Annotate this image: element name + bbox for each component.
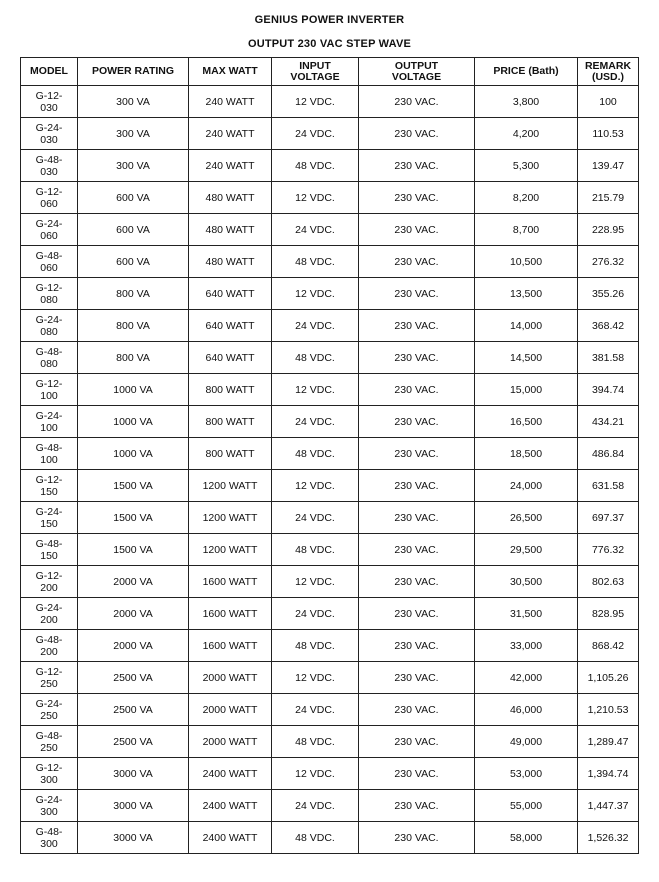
cell-output-voltage: 230 VAC. [359, 470, 475, 502]
cell-remark: 228.95 [578, 214, 639, 246]
cell-input-voltage: 48 VDC. [272, 630, 359, 662]
cell-remark: 1,447.37 [578, 790, 639, 822]
cell-input-voltage: 48 VDC. [272, 726, 359, 758]
cell-input-voltage: 12 VDC. [272, 86, 359, 118]
page-title: GENIUS POWER INVERTER [254, 14, 405, 26]
cell-max-watt: 2400 WATT [189, 790, 272, 822]
cell-price: 15,000 [475, 374, 578, 406]
table-row [21, 790, 639, 822]
cell-power-rating: 600 VA [78, 182, 189, 214]
cell-input-voltage: 24 VDC. [272, 214, 359, 246]
cell-price: 16,500 [475, 406, 578, 438]
cell-input-voltage: 48 VDC. [272, 342, 359, 374]
header-remark: REMARK (USD.) [578, 58, 639, 86]
cell-model: G-12- 250 [21, 662, 78, 694]
cell-max-watt: 640 WATT [189, 342, 272, 374]
table-row [21, 310, 639, 342]
cell-model: G-12- 100 [21, 374, 78, 406]
cell-model: G-48- 300 [21, 822, 78, 854]
cell-power-rating: 1500 VA [78, 470, 189, 502]
cell-remark: 1,526.32 [578, 822, 639, 854]
cell-max-watt: 240 WATT [189, 150, 272, 182]
cell-model: G-48- 200 [21, 630, 78, 662]
cell-model: G-48- 080 [21, 342, 78, 374]
cell-model: G-24- 200 [21, 598, 78, 630]
cell-input-voltage: 12 VDC. [272, 374, 359, 406]
cell-price: 58,000 [475, 822, 578, 854]
cell-max-watt: 2000 WATT [189, 694, 272, 726]
cell-output-voltage: 230 VAC. [359, 118, 475, 150]
cell-max-watt: 2000 WATT [189, 662, 272, 694]
cell-price: 53,000 [475, 758, 578, 790]
cell-input-voltage: 12 VDC. [272, 278, 359, 310]
cell-input-voltage: 24 VDC. [272, 118, 359, 150]
header-model: MODEL [21, 58, 78, 86]
cell-output-voltage: 230 VAC. [359, 694, 475, 726]
table-row [21, 278, 639, 310]
cell-remark: 100 [578, 86, 639, 118]
cell-output-voltage: 230 VAC. [359, 438, 475, 470]
cell-price: 33,000 [475, 630, 578, 662]
cell-max-watt: 240 WATT [189, 118, 272, 150]
table-row [21, 342, 639, 374]
header-price: PRICE (Bath) [475, 58, 578, 86]
cell-remark: 276.32 [578, 246, 639, 278]
cell-price: 31,500 [475, 598, 578, 630]
cell-input-voltage: 48 VDC. [272, 438, 359, 470]
cell-remark: 355.26 [578, 278, 639, 310]
cell-model: G-48- 060 [21, 246, 78, 278]
cell-power-rating: 1500 VA [78, 534, 189, 566]
table-row [21, 502, 639, 534]
cell-model: G-12- 200 [21, 566, 78, 598]
cell-output-voltage: 230 VAC. [359, 534, 475, 566]
price-table [20, 57, 639, 854]
cell-output-voltage: 230 VAC. [359, 566, 475, 598]
cell-price: 26,500 [475, 502, 578, 534]
cell-max-watt: 480 WATT [189, 246, 272, 278]
cell-output-voltage: 230 VAC. [359, 598, 475, 630]
cell-remark: 1,210.53 [578, 694, 639, 726]
cell-power-rating: 300 VA [78, 86, 189, 118]
cell-max-watt: 2000 WATT [189, 726, 272, 758]
table-header-row [21, 58, 639, 86]
cell-max-watt: 640 WATT [189, 278, 272, 310]
cell-output-voltage: 230 VAC. [359, 790, 475, 822]
cell-model: G-12- 030 [21, 86, 78, 118]
cell-max-watt: 640 WATT [189, 310, 272, 342]
cell-remark: 368.42 [578, 310, 639, 342]
cell-model: G-24- 100 [21, 406, 78, 438]
cell-model: G-48- 030 [21, 150, 78, 182]
cell-output-voltage: 230 VAC. [359, 182, 475, 214]
cell-output-voltage: 230 VAC. [359, 726, 475, 758]
cell-remark: 697.37 [578, 502, 639, 534]
cell-power-rating: 800 VA [78, 342, 189, 374]
cell-output-voltage: 230 VAC. [359, 822, 475, 854]
table-row [21, 694, 639, 726]
header-output-voltage: OUTPUT VOLTAGE [359, 58, 475, 86]
cell-input-voltage: 48 VDC. [272, 534, 359, 566]
cell-power-rating: 2500 VA [78, 662, 189, 694]
cell-input-voltage: 12 VDC. [272, 758, 359, 790]
table-row [21, 598, 639, 630]
cell-price: 3,800 [475, 86, 578, 118]
cell-price: 10,500 [475, 246, 578, 278]
cell-model: G-12- 300 [21, 758, 78, 790]
cell-output-voltage: 230 VAC. [359, 150, 475, 182]
cell-power-rating: 600 VA [78, 214, 189, 246]
table-row [21, 86, 639, 118]
cell-model: G-48- 100 [21, 438, 78, 470]
cell-remark: 828.95 [578, 598, 639, 630]
cell-output-voltage: 230 VAC. [359, 374, 475, 406]
table-row [21, 246, 639, 278]
cell-input-voltage: 24 VDC. [272, 502, 359, 534]
table-row [21, 822, 639, 854]
table-row [21, 566, 639, 598]
cell-price: 42,000 [475, 662, 578, 694]
cell-power-rating: 2000 VA [78, 566, 189, 598]
cell-output-voltage: 230 VAC. [359, 630, 475, 662]
cell-max-watt: 1200 WATT [189, 534, 272, 566]
cell-power-rating: 3000 VA [78, 790, 189, 822]
table-row [21, 534, 639, 566]
cell-power-rating: 800 VA [78, 310, 189, 342]
cell-power-rating: 300 VA [78, 150, 189, 182]
cell-output-voltage: 230 VAC. [359, 86, 475, 118]
cell-power-rating: 1000 VA [78, 374, 189, 406]
cell-power-rating: 800 VA [78, 278, 189, 310]
cell-max-watt: 1600 WATT [189, 598, 272, 630]
table-row [21, 630, 639, 662]
cell-input-voltage: 12 VDC. [272, 662, 359, 694]
cell-model: G-24- 080 [21, 310, 78, 342]
cell-model: G-24- 030 [21, 118, 78, 150]
cell-input-voltage: 48 VDC. [272, 150, 359, 182]
cell-price: 5,300 [475, 150, 578, 182]
table-row [21, 726, 639, 758]
cell-price: 14,000 [475, 310, 578, 342]
cell-input-voltage: 24 VDC. [272, 790, 359, 822]
cell-power-rating: 3000 VA [78, 758, 189, 790]
cell-power-rating: 600 VA [78, 246, 189, 278]
cell-price: 55,000 [475, 790, 578, 822]
cell-model: G-12- 150 [21, 470, 78, 502]
cell-max-watt: 2400 WATT [189, 822, 272, 854]
cell-power-rating: 300 VA [78, 118, 189, 150]
cell-power-rating: 1000 VA [78, 438, 189, 470]
cell-remark: 868.42 [578, 630, 639, 662]
cell-output-voltage: 230 VAC. [359, 214, 475, 246]
cell-price: 49,000 [475, 726, 578, 758]
cell-input-voltage: 24 VDC. [272, 406, 359, 438]
cell-max-watt: 1600 WATT [189, 630, 272, 662]
table-row [21, 150, 639, 182]
cell-model: G-24- 150 [21, 502, 78, 534]
cell-remark: 486.84 [578, 438, 639, 470]
table-row [21, 662, 639, 694]
table-row [21, 182, 639, 214]
cell-remark: 1,105.26 [578, 662, 639, 694]
cell-power-rating: 3000 VA [78, 822, 189, 854]
cell-power-rating: 2500 VA [78, 726, 189, 758]
cell-power-rating: 1000 VA [78, 406, 189, 438]
cell-output-voltage: 230 VAC. [359, 278, 475, 310]
cell-price: 4,200 [475, 118, 578, 150]
cell-input-voltage: 12 VDC. [272, 470, 359, 502]
cell-model: G-12- 060 [21, 182, 78, 214]
page-subtitle: OUTPUT 230 VAC STEP WAVE [247, 38, 412, 50]
cell-remark: 1,289.47 [578, 726, 639, 758]
cell-remark: 1,394.74 [578, 758, 639, 790]
cell-price: 8,200 [475, 182, 578, 214]
cell-max-watt: 800 WATT [189, 438, 272, 470]
cell-price: 8,700 [475, 214, 578, 246]
cell-model: G-24- 300 [21, 790, 78, 822]
cell-remark: 394.74 [578, 374, 639, 406]
header-max-watt: MAX WATT [189, 58, 272, 86]
cell-remark: 139.47 [578, 150, 639, 182]
cell-input-voltage: 24 VDC. [272, 694, 359, 726]
cell-output-voltage: 230 VAC. [359, 758, 475, 790]
cell-input-voltage: 48 VDC. [272, 822, 359, 854]
cell-model: G-12- 080 [21, 278, 78, 310]
cell-input-voltage: 12 VDC. [272, 566, 359, 598]
table-body [21, 86, 639, 854]
cell-input-voltage: 12 VDC. [272, 182, 359, 214]
header-input-voltage: INPUT VOLTAGE [272, 58, 359, 86]
cell-power-rating: 2500 VA [78, 694, 189, 726]
cell-max-watt: 480 WATT [189, 182, 272, 214]
cell-price: 14,500 [475, 342, 578, 374]
cell-max-watt: 480 WATT [189, 214, 272, 246]
cell-remark: 381.58 [578, 342, 639, 374]
cell-remark: 631.58 [578, 470, 639, 502]
table-row [21, 438, 639, 470]
cell-model: G-48- 250 [21, 726, 78, 758]
table-row [21, 470, 639, 502]
table-row [21, 118, 639, 150]
header-power-rating: POWER RATING [78, 58, 189, 86]
cell-remark: 215.79 [578, 182, 639, 214]
cell-power-rating: 1500 VA [78, 502, 189, 534]
cell-max-watt: 1200 WATT [189, 470, 272, 502]
cell-price: 29,500 [475, 534, 578, 566]
cell-price: 46,000 [475, 694, 578, 726]
cell-price: 13,500 [475, 278, 578, 310]
cell-input-voltage: 24 VDC. [272, 598, 359, 630]
cell-max-watt: 800 WATT [189, 374, 272, 406]
cell-output-voltage: 230 VAC. [359, 662, 475, 694]
cell-model: G-48- 150 [21, 534, 78, 566]
cell-remark: 110.53 [578, 118, 639, 150]
cell-output-voltage: 230 VAC. [359, 342, 475, 374]
cell-remark: 802.63 [578, 566, 639, 598]
cell-max-watt: 800 WATT [189, 406, 272, 438]
cell-remark: 776.32 [578, 534, 639, 566]
cell-model: G-24- 250 [21, 694, 78, 726]
cell-output-voltage: 230 VAC. [359, 406, 475, 438]
cell-input-voltage: 48 VDC. [272, 246, 359, 278]
table-row [21, 374, 639, 406]
table-row [21, 758, 639, 790]
table-row [21, 214, 639, 246]
cell-price: 18,500 [475, 438, 578, 470]
cell-remark: 434.21 [578, 406, 639, 438]
cell-power-rating: 2000 VA [78, 630, 189, 662]
cell-output-voltage: 230 VAC. [359, 502, 475, 534]
cell-output-voltage: 230 VAC. [359, 310, 475, 342]
cell-model: G-24- 060 [21, 214, 78, 246]
cell-output-voltage: 230 VAC. [359, 246, 475, 278]
cell-max-watt: 2400 WATT [189, 758, 272, 790]
cell-max-watt: 240 WATT [189, 86, 272, 118]
cell-power-rating: 2000 VA [78, 598, 189, 630]
cell-max-watt: 1200 WATT [189, 502, 272, 534]
cell-price: 24,000 [475, 470, 578, 502]
cell-price: 30,500 [475, 566, 578, 598]
cell-input-voltage: 24 VDC. [272, 310, 359, 342]
table-row [21, 406, 639, 438]
cell-max-watt: 1600 WATT [189, 566, 272, 598]
